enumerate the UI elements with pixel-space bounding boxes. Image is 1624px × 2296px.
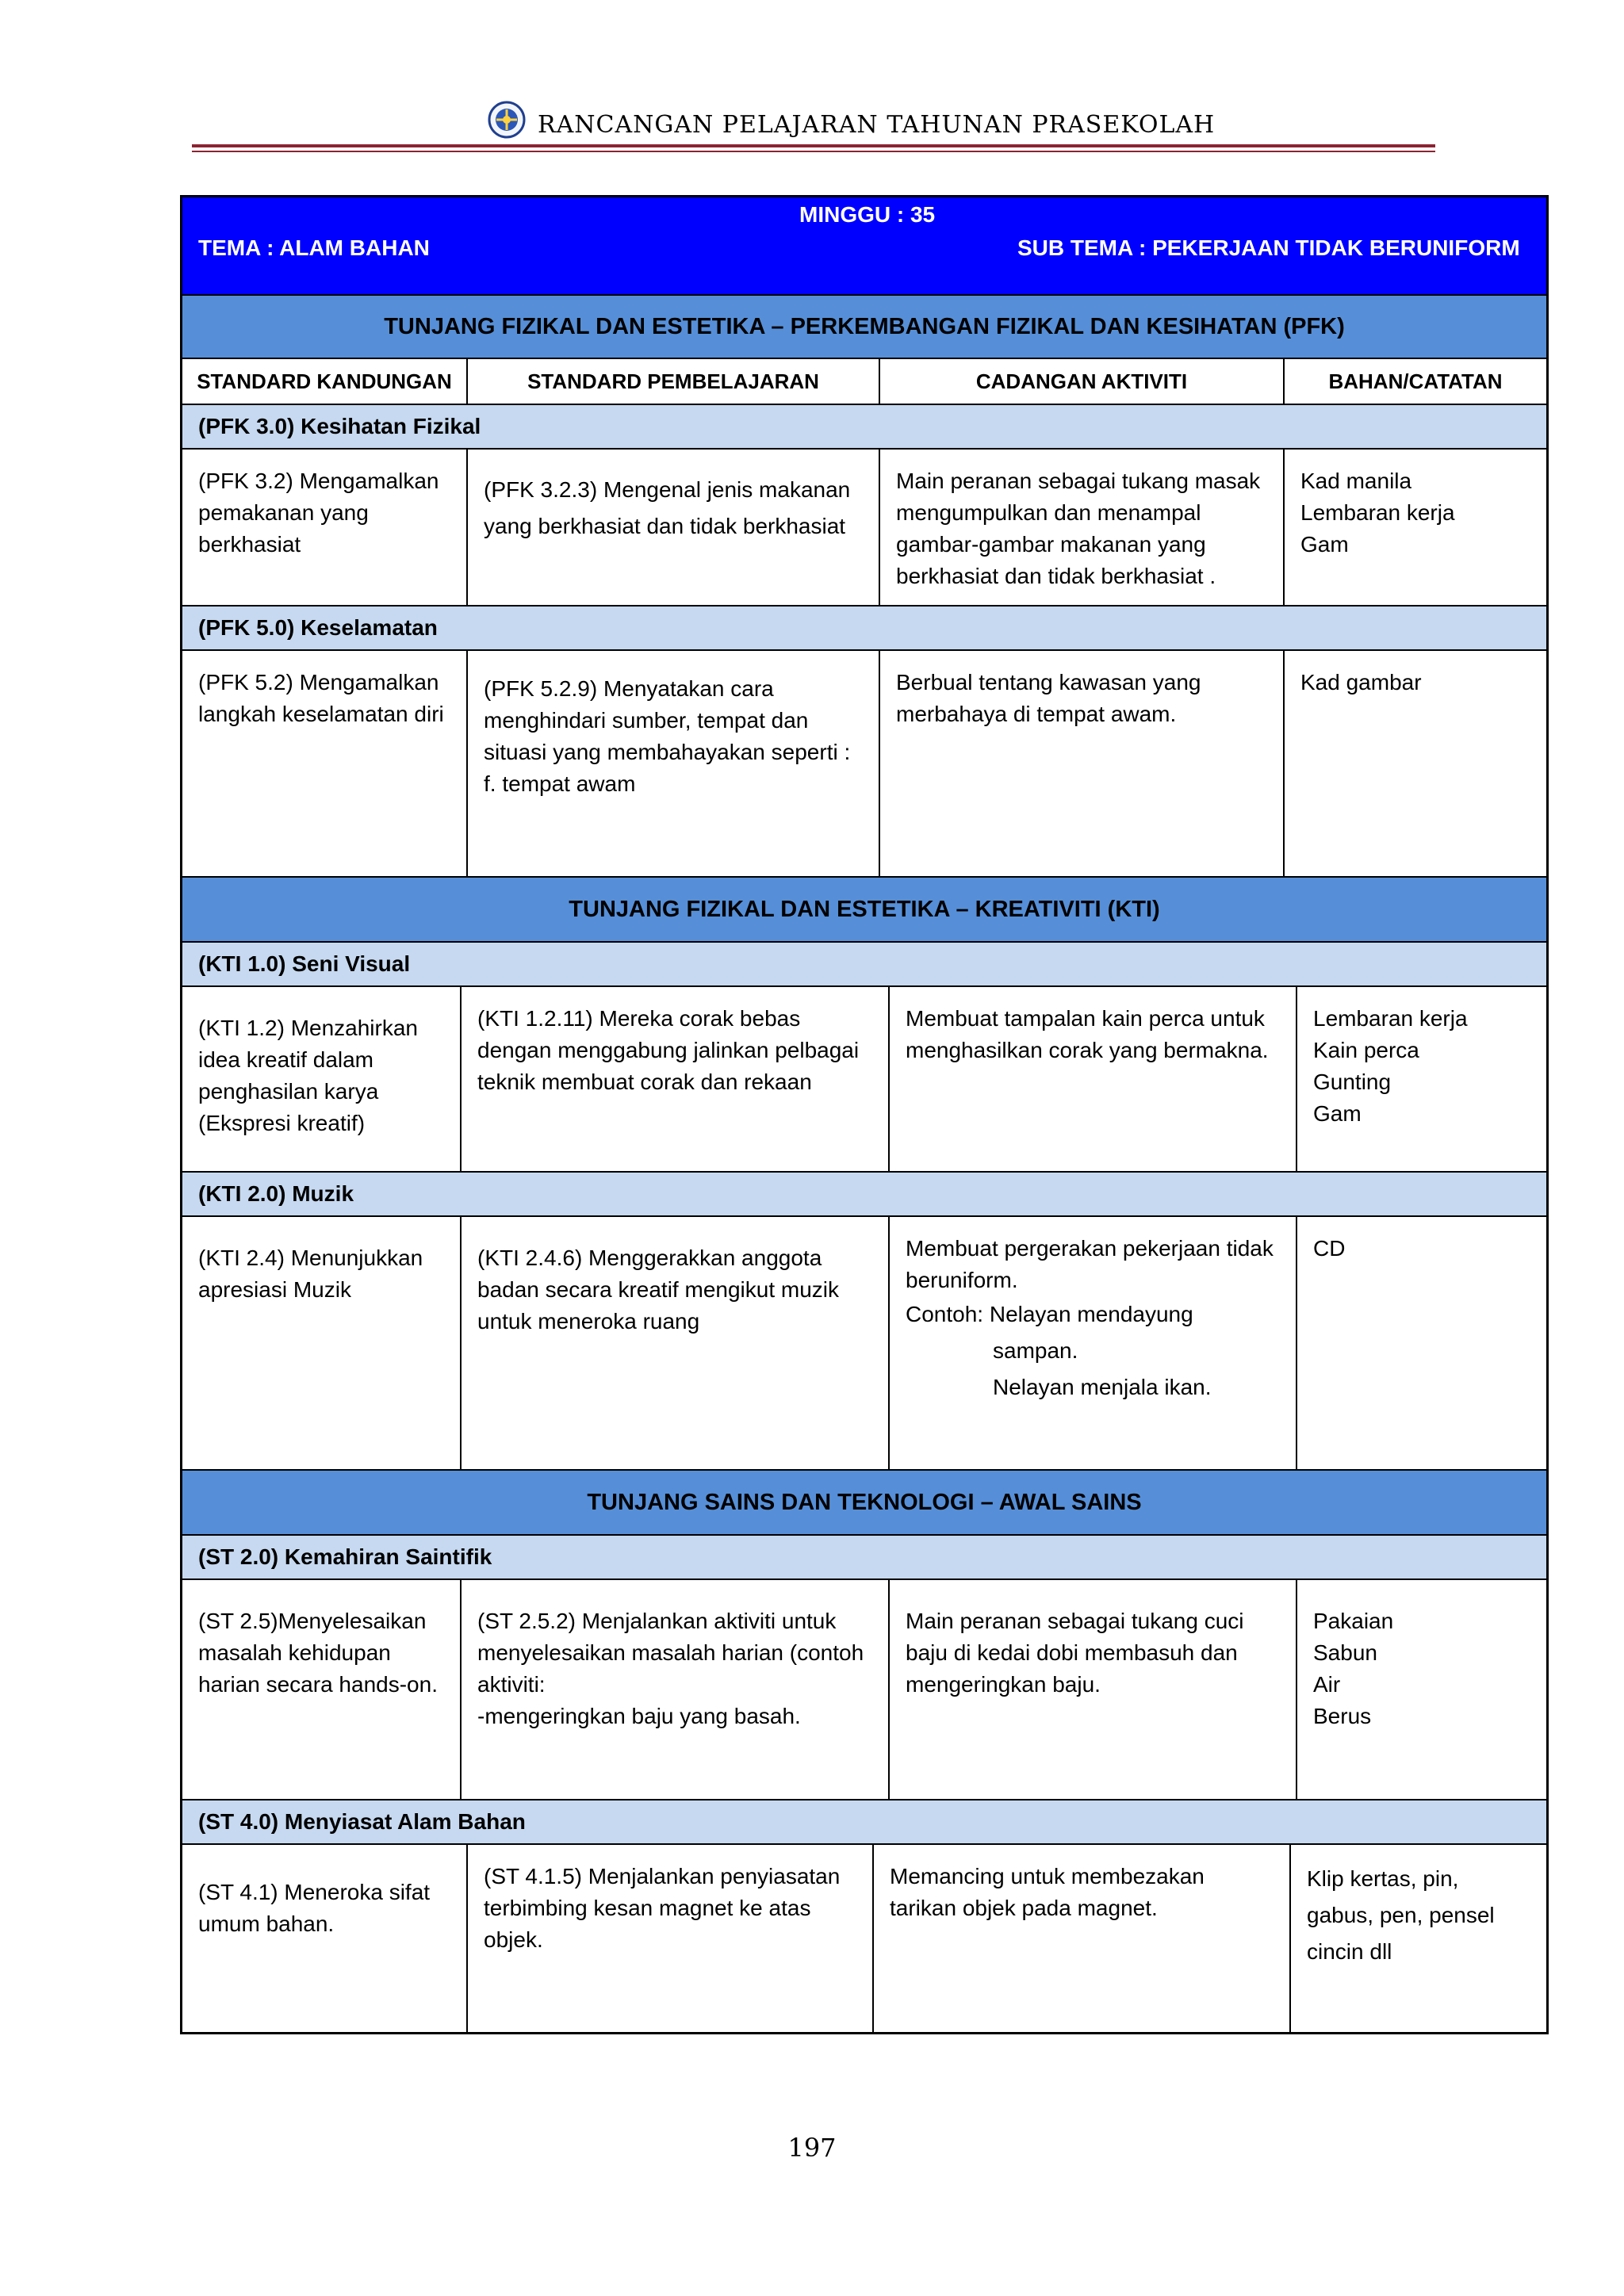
standard-pembelajaran-cell: (ST 2.5.2) Menjalankan aktiviti untuk menyelesaikan masalah harian (contoh aktiviti: -mengeringkan baju yang basah. xyxy=(462,1580,890,1799)
standard-pembelajaran-cell: (KTI 2.4.6) Menggerakkan anggota badan secara kreatif mengikut muzik untuk meneroka ruang xyxy=(462,1217,890,1469)
standard-kandungan-cell: (KTI 2.4) Menunjukkan apresiasi Muzik xyxy=(182,1217,462,1469)
cadangan-aktiviti-cell: Main peranan sebagai tukang cuci baju di kedai dobi membasuh dan mengeringkan baju. xyxy=(890,1580,1297,1799)
subtheme-label: SUB TEMA : PEKERJAAN TIDAK BERUNIFORM xyxy=(1017,235,1520,260)
section-title-awal-sains: TUNJANG SAINS DAN TEKNOLOGI – AWAL SAINS xyxy=(182,1471,1546,1536)
column-header-cadangan-aktiviti: CADANGAN AKTIVITI xyxy=(880,359,1285,404)
document-header xyxy=(192,94,1435,160)
table-row xyxy=(182,987,1546,1173)
column-header-standard-pembelajaran: STANDARD PEMBELAJARAN xyxy=(468,359,880,404)
table-row xyxy=(182,450,1546,607)
bahan-catatan-cell: Lembaran kerja Kain perca Gunting Gam xyxy=(1313,1006,1468,1126)
section-title-pfk: TUNJANG FIZIKAL DAN ESTETIKA – PERKEMBANGAN FIZIKAL DAN KESIHATAN (PFK) xyxy=(182,296,1546,359)
group-title: (KTI 1.0) Seni Visual xyxy=(182,943,1546,987)
week-number: MINGGU : 35 xyxy=(799,202,936,227)
column-header-standard-kandungan: STANDARD KANDUNGAN xyxy=(182,359,468,404)
lesson-plan-table xyxy=(180,195,1549,2034)
header-rule-thin xyxy=(192,151,1435,152)
bahan-catatan-cell: Klip kertas, pin, gabus, pen, pensel cincin dll xyxy=(1307,1866,1495,1964)
standard-kandungan-cell: (PFK 3.2) Mengamalkan pemakanan yang berkhasiat xyxy=(182,450,468,605)
standard-kandungan-cell: (KTI 1.2) Menzahirkan idea kreatif dalam penghasilan karya (Ekspresi kreatif) xyxy=(182,987,462,1171)
bahan-catatan-cell: Pakaian Sabun Air Berus xyxy=(1313,1609,1394,1728)
table-row xyxy=(182,651,1546,878)
page-number: 197 xyxy=(787,2133,837,2163)
group-title: (PFK 3.0) Kesihatan Fizikal xyxy=(182,405,1546,450)
group-title: (KTI 2.0) Muzik xyxy=(182,1173,1546,1217)
cadangan-aktiviti-cell: Memancing untuk membezakan tarikan objek pada magnet. xyxy=(874,1845,1291,2032)
cadangan-aktiviti-cell: Berbual tentang kawasan yang merbahaya di tempat awam. xyxy=(880,651,1285,876)
standard-pembelajaran-cell: (ST 4.1.5) Menjalankan penyiasatan terbimbing kesan magnet ke atas objek. xyxy=(468,1845,874,2032)
ministry-crest-icon xyxy=(487,100,527,140)
table-row xyxy=(182,1845,1546,2032)
theme-label: TEMA : ALAM BAHAN xyxy=(198,235,430,260)
column-header-row xyxy=(182,359,1546,405)
header-rule xyxy=(192,144,1435,147)
bahan-catatan-cell: Kad manila Lembaran kerja Gam xyxy=(1300,469,1455,557)
standard-kandungan-cell: (ST 4.1) Meneroka sifat umum bahan. xyxy=(182,1845,468,2032)
cadangan-aktiviti-cell: Membuat tampalan kain perca untuk menghasilkan corak yang bermakna. xyxy=(890,987,1297,1171)
cadangan-aktiviti-cell: Membuat pergerakan pekerjaan tidak beruniform. Contoh: Nelayan mendayung sampan. Nelayan menjala ikan. xyxy=(890,1217,1297,1469)
document-title: RANCANGAN PELAJARAN TAHUNAN PRASEKOLAH xyxy=(538,111,1216,139)
bahan-catatan-cell: CD xyxy=(1313,1236,1346,1261)
group-title: (ST 2.0) Kemahiran Saintifik xyxy=(182,1536,1546,1580)
standard-pembelajaran-cell: (KTI 1.2.11) Mereka corak bebas dengan menggabung jalinkan pelbagai teknik membuat corak dan rekaan xyxy=(462,987,890,1171)
table-row xyxy=(182,1217,1546,1471)
table-row xyxy=(182,1580,1546,1800)
standard-pembelajaran-cell: (PFK 5.2.9) Menyatakan cara menghindari sumber, tempat dan situasi yang membahayakan seperti : f. tempat awam xyxy=(468,651,880,876)
group-title: (PFK 5.0) Keselamatan xyxy=(182,607,1546,651)
section-title-kti: TUNJANG FIZIKAL DAN ESTETIKA – KREATIVITI (KTI) xyxy=(182,878,1546,943)
group-title: (ST 4.0) Menyiasat Alam Bahan xyxy=(182,1800,1546,1845)
column-header-bahan-catatan: BAHAN/CATATAN xyxy=(1328,369,1503,393)
standard-pembelajaran-cell: (PFK 3.2.3) Mengenal jenis makanan yang berkhasiat dan tidak berkhasiat xyxy=(468,450,880,605)
bahan-catatan-cell: Kad gambar xyxy=(1300,670,1422,695)
cadangan-aktiviti-cell: Main peranan sebagai tukang masak mengumpulkan dan menampal gambar-gambar makanan yang berkhasiat dan tidak berkhasiat . xyxy=(880,450,1285,605)
week-header-row xyxy=(182,197,1546,296)
standard-kandungan-cell: (PFK 5.2) Mengamalkan langkah keselamatan diri xyxy=(182,651,468,876)
standard-kandungan-cell: (ST 2.5)Menyelesaikan masalah kehidupan harian secara hands-on. xyxy=(182,1580,462,1799)
